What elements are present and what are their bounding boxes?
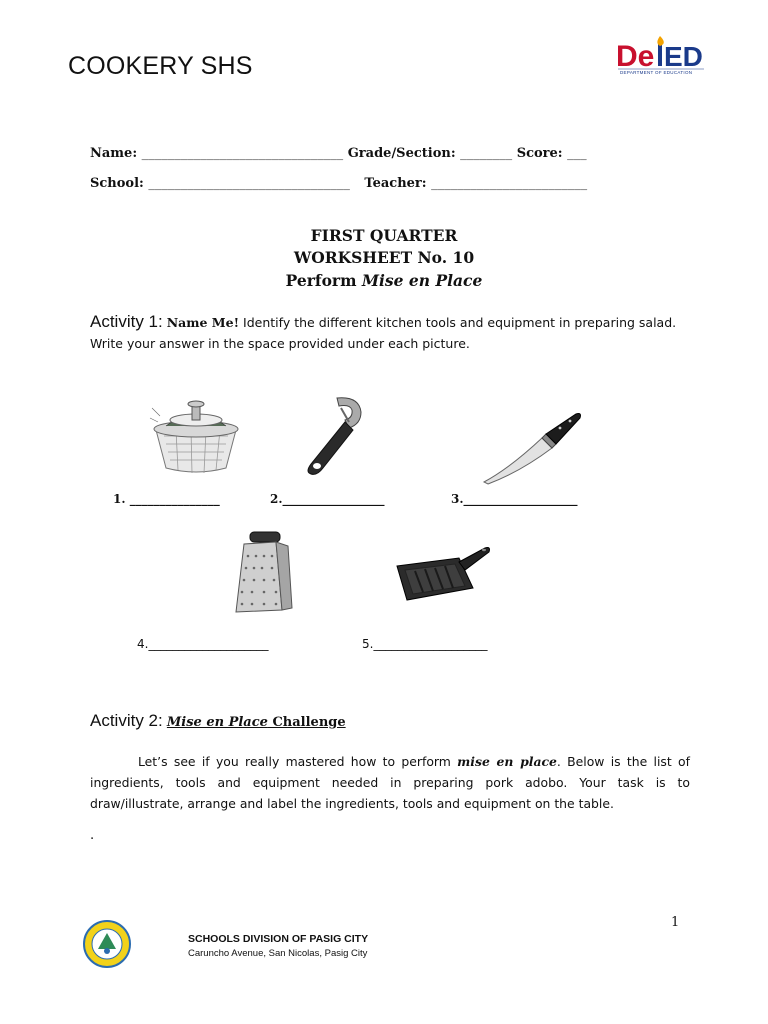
document-header-title: COOKERY SHS xyxy=(68,52,253,80)
activity-1-instructions xyxy=(90,311,690,354)
deped-logo-subtext: DEPARTMENT OF EDUCATION xyxy=(620,70,693,75)
form-line-name xyxy=(90,146,587,161)
score-label: Score: xyxy=(516,146,563,161)
school-field[interactable]: _______________________________ xyxy=(148,176,350,191)
name-field[interactable]: _______________________________ xyxy=(141,146,344,161)
division-seal xyxy=(78,919,136,969)
chef-knife-image xyxy=(480,408,585,488)
activity-2-paragraph xyxy=(90,751,690,814)
grill-pan-image xyxy=(393,544,493,609)
activity-2-para-end: . Below is the list of ingredients, tools and equipment needed in preparing pork adobo. Your task is to draw/illustrate, arrange and label the ingredients, tools and equipment on the table. xyxy=(90,754,690,811)
school-label: School: xyxy=(90,176,144,191)
name-label: Name: xyxy=(90,146,138,161)
perform-italic: Mise en Place xyxy=(361,271,483,290)
answer-1-blank[interactable]: 1. _______________ xyxy=(113,492,220,506)
svg-text:De: De xyxy=(616,40,655,73)
activity-1-subtitle: Name Me! xyxy=(166,315,240,330)
activity-2-subtitle-rest: Challenge xyxy=(267,715,346,730)
footer-division: SCHOOLS DIVISION OF PASIG CITY xyxy=(188,933,369,945)
activity-2-subtitle xyxy=(167,715,346,730)
grade-label: Grade/Section: xyxy=(347,146,456,161)
activity-2-para-emphasis: mise en place xyxy=(457,754,557,769)
worksheet-title: WORKSHEET No. 10 xyxy=(293,248,475,267)
grade-field[interactable]: ________ xyxy=(460,146,513,161)
score-field[interactable]: ___ xyxy=(567,146,587,161)
activity-1-label: Activity 1: xyxy=(90,312,163,331)
activity-2-para-start: Let’s see if you really mastered how to perform xyxy=(138,754,458,769)
activity-2-title xyxy=(90,711,346,731)
perform-prefix: Perform xyxy=(285,271,362,290)
answer-2-blank[interactable]: 2._________________ xyxy=(270,492,385,506)
answer-5-blank[interactable]: 5.___________________ xyxy=(362,637,488,651)
teacher-field[interactable]: ________________________ xyxy=(431,176,588,191)
box-grater-image xyxy=(230,528,300,618)
form-line-school xyxy=(90,176,587,191)
footer-address: Caruncho Avenue, San Nicolas, Pasig City xyxy=(188,948,368,959)
salad-spinner-image xyxy=(146,396,246,476)
trailing-dot: . xyxy=(90,828,95,843)
perform-title xyxy=(0,271,768,290)
svg-text:ED: ED xyxy=(664,41,703,72)
vegetable-peeler-image xyxy=(297,392,367,477)
answer-3-blank[interactable]: 3.___________________ xyxy=(451,492,578,506)
activity-2-subtitle-italic: Mise en Place xyxy=(166,715,268,730)
activity-1-text: Identify the different kitchen tools and equipment in preparing salad. Write your answer in the space provided under each picture. xyxy=(90,315,677,351)
answer-4-blank[interactable]: 4.____________________ xyxy=(137,637,269,651)
quarter-title: FIRST QUARTER xyxy=(310,226,458,245)
teacher-label: Teacher: xyxy=(364,176,427,191)
page-number: 1 xyxy=(671,915,680,930)
activity-2-label: Activity 2: xyxy=(90,711,163,730)
